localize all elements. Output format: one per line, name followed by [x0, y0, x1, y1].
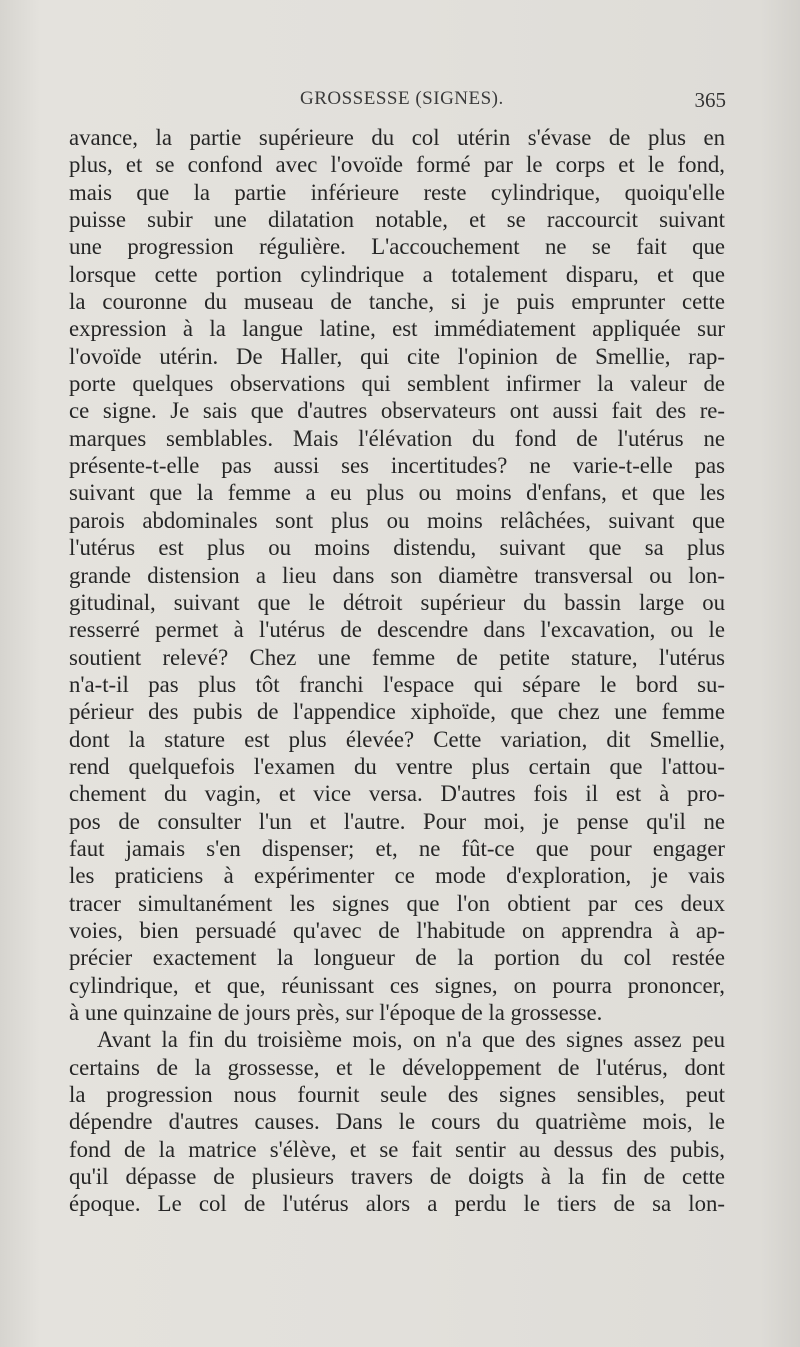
text-line: pos de consulter l'un et l'autre. Pour moi, je pense qu'il ne [69, 808, 725, 834]
running-title: GROSSESSE (SIGNES). [300, 88, 504, 109]
text-line: suivant que la femme a eu plus ou moins d'enfans, et que les [69, 480, 725, 506]
text-line: plus, et se confond avec l'ovoïde formé par le corps et le fond, [69, 152, 725, 178]
text-line: grande distension a lieu dans son diamètre transversal ou lon- [69, 562, 725, 588]
text-line: la couronne du museau de tanche, si je puis emprunter cette [69, 289, 725, 315]
text-line: chement du vagin, et vice versa. D'autres fois il est à pro- [69, 781, 725, 807]
text-line: porte quelques observations qui semblent infirmer la valeur de [69, 371, 725, 397]
text-line: faut jamais s'en dispenser; et, ne fût-ce que pour engager [69, 835, 725, 861]
text-line: les praticiens à expérimenter ce mode d'exploration, je vais [69, 863, 725, 889]
text-line: rend quelquefois l'examen du ventre plus certain que l'attou- [69, 753, 725, 779]
text-line: présente-t-elle pas aussi ses incertitudes? ne varie-t-elle pas [69, 453, 725, 479]
text-line: dépendre d'autres causes. Dans le cours du quatrième mois, le [69, 1109, 725, 1135]
text-line: puisse subir une dilatation notable, et se raccourcit suivant [69, 207, 725, 233]
body-text [69, 124, 725, 1218]
text-line: l'ovoïde utérin. De Haller, qui cite l'opinion de Smellie, rap- [69, 343, 725, 369]
text-line: n'a-t-il pas plus tôt franchi l'espace qui sépare le bord su- [69, 671, 725, 697]
text-line: resserré permet à l'utérus de descendre dans l'excavation, ou le [69, 617, 725, 643]
text-line: l'utérus est plus ou moins distendu, suivant que sa plus [69, 535, 725, 561]
text-line: expression à la langue latine, est immédiatement appliquée sur [69, 316, 725, 342]
text-line: avance, la partie supérieure du col utérin s'évase de plus en [69, 125, 725, 150]
text-line: marques semblables. Mais l'élévation du fond de l'utérus ne [69, 425, 725, 451]
text-line: cylindrique, et que, réunissant ces signes, on pourra prononcer, [69, 972, 725, 998]
text-line: mais que la partie inférieure reste cylindrique, quoiqu'elle [69, 179, 725, 205]
text-line: ce signe. Je sais que d'autres observateurs ont aussi fait des re- [69, 398, 725, 424]
text-line: dont la stature est plus élevée? Cette variation, dit Smellie, [69, 726, 725, 752]
text-line: périeur des pubis de l'appendice xiphoïde, que chez une femme [69, 699, 725, 725]
text-line: voies, bien persuadé qu'avec de l'habitude on apprendra à ap- [69, 917, 725, 943]
text-line: gitudinal, suivant que le détroit supérieur du bassin large ou [69, 589, 725, 615]
text-line: certains de la grossesse, et le développement de l'utérus, dont [69, 1054, 725, 1080]
text-line: précier exactement la longueur de la portion du col restée [69, 945, 725, 971]
page-header [70, 88, 726, 118]
text-line: soutient relevé? Chez une femme de petite stature, l'utérus [69, 644, 725, 670]
page-number: 365 [694, 88, 726, 112]
text-line: époque. Le col de l'utérus alors a perdu le tiers de sa lon- [69, 1191, 725, 1217]
text-line: parois abdominales sont plus ou moins relâchées, suivant que [69, 507, 725, 533]
text-line: Avant la fin du troisième mois, on n'a que des signes assez peu [97, 1027, 725, 1053]
text-line: à une quinzaine de jours près, sur l'époque de la grossesse. [69, 1000, 603, 1025]
text-line: la progression nous fournit seule des signes sensibles, peut [69, 1082, 725, 1108]
text-line: qu'il dépasse de plusieurs travers de doigts à la fin de cette [69, 1164, 725, 1190]
text-line: tracer simultanément les signes que l'on obtient par ces deux [69, 890, 725, 916]
text-line: fond de la matrice s'élève, et se fait sentir au dessus des pubis, [69, 1136, 725, 1162]
text-line: lorsque cette portion cylindrique a totalement disparu, et que [69, 261, 725, 287]
text-line: une progression régulière. L'accouchement ne se fait que [69, 234, 725, 260]
